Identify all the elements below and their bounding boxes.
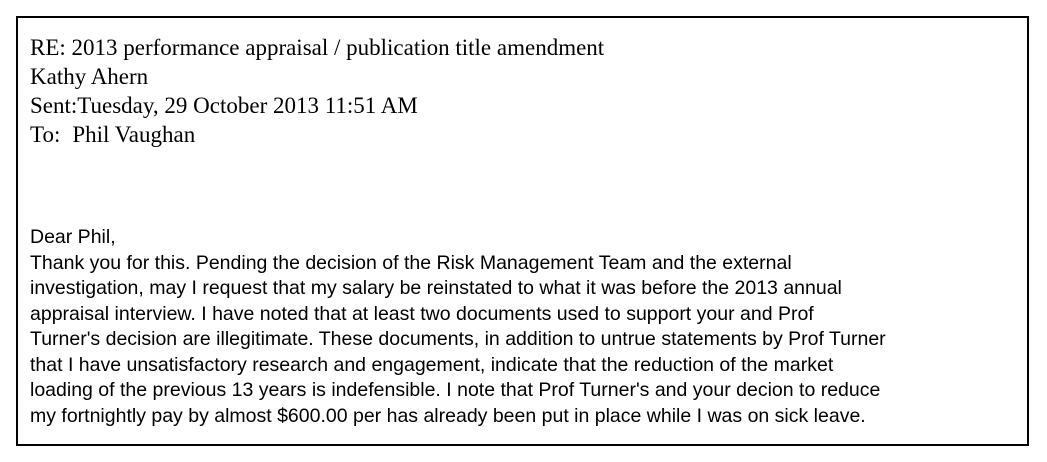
body-line: that I have unsatisfactory research and engagement, indicate that the reduction of the market — [30, 353, 834, 376]
body-line: appraisal interview. I have noted that at least two documents used to support your and Prof — [30, 302, 814, 325]
body-line: loading of the previous 13 years is indefensible. I note that Prof Turner's and your decion to reduce — [30, 379, 881, 401]
email-sent-row — [30, 91, 604, 120]
to-value: Phil Vaughan — [72, 122, 196, 147]
email-header — [30, 33, 604, 149]
email-subject: RE: 2013 performance appraisal / publication title amendment — [30, 35, 605, 60]
email-body — [30, 225, 1005, 429]
body-line: Turner's decision are illegitimate. These documents, in addition to untrue statements by Prof Turner — [30, 328, 886, 350]
body-line: Dear Phil, — [30, 226, 116, 248]
body-line: Thank you for this. Pending the decision of the Risk Management Team and the external — [30, 251, 792, 274]
sent-value: Tuesday, 29 October 2013 11:51 AM — [77, 93, 418, 118]
body-line: investigation, may I request that my salary be reinstated to what it was before the 2013 annual — [30, 277, 842, 299]
body-line: my fortnightly pay by almost $600.00 per has already been put in place while I was on sick leave. — [30, 404, 866, 427]
email-to-row — [30, 120, 604, 149]
email-sender: Kathy Ahern — [30, 64, 149, 89]
sent-label: Sent: — [30, 93, 78, 118]
to-label: To: — [30, 122, 61, 147]
